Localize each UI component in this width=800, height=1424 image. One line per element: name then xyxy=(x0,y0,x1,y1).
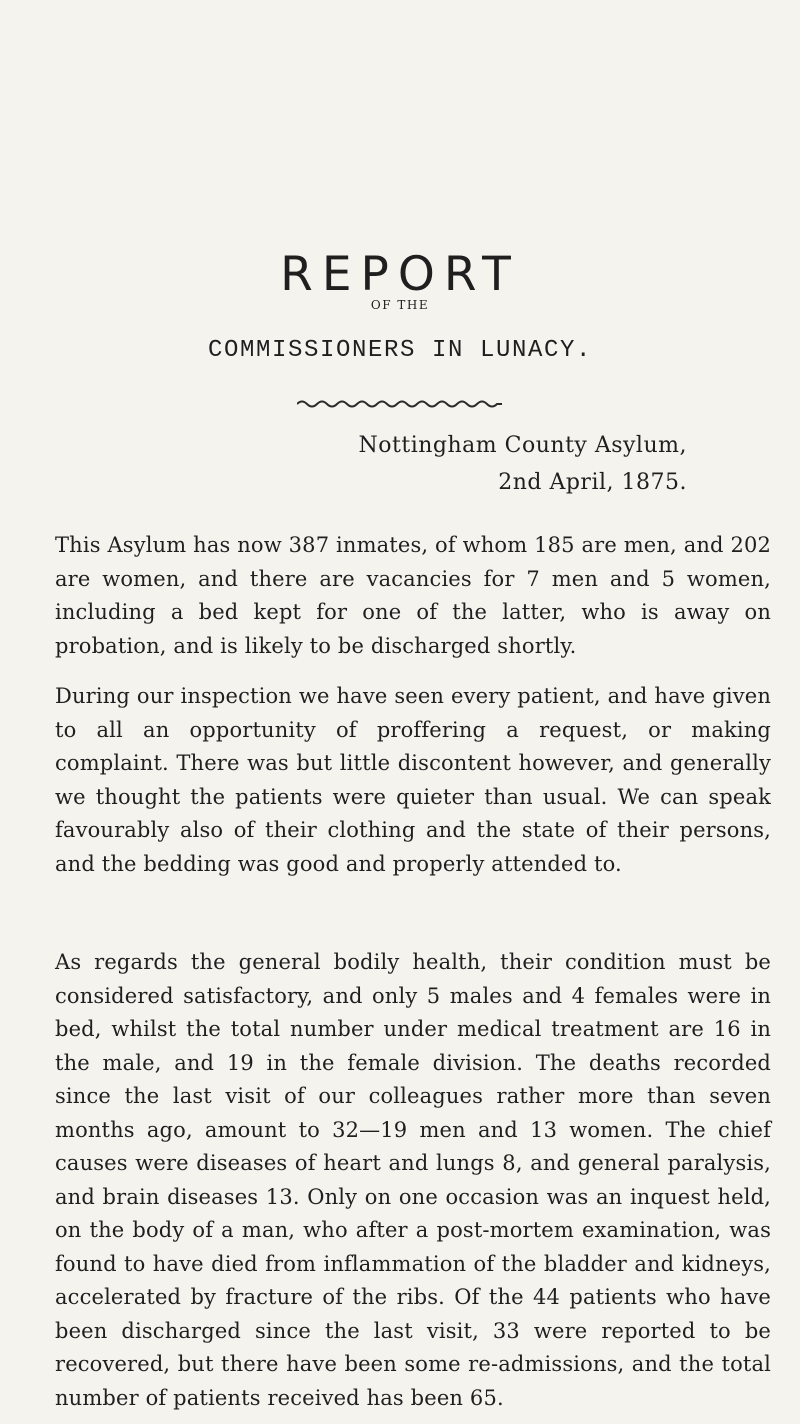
report-title: REPORT xyxy=(280,247,520,302)
paragraph-2: During our inspection we have seen every patient, and have given to all an opportunity of proffering a request, or making complaint. There was but little discontent however, and generally we thought the patients were quieter than usual. We can speak favourably also of their clothing and the state of their persons, and the bedding was good and properly attended to. xyxy=(55,684,771,876)
paragraph-1: This Asylum has now 387 inmates, of whom 185 are men, and 202 are women, and there are vacancies for 7 men and 5 women, including a bed kept for one of the latter, who is away on probation, and is likely to be discharged shortly. xyxy=(55,533,771,658)
decorative-rule xyxy=(297,398,502,410)
report-subtitle: OF THE xyxy=(370,298,430,312)
location-line: Nottingham County Asylum, xyxy=(358,433,687,458)
paragraph-3: As regards the general bodily health, their condition must be considered satisfactory, and only 5 males and 4 females were in bed, whilst the total number under medical treatment are 16 in the male, and 19 in the female division. The deaths recorded since the last visit of our colleagues rather more than seven months ago, amount to 32—19 men and 13 women. The chief causes were diseases of heart and lungs 8, and general paralysis, and brain diseases 13. Only on one occasion was an inquest held, on the body of a man, who after a post-mortem examination, was found to have died from inflammation of the bladder and kidneys, accelerated by fracture of the ribs. Of the 44 patients who have been discharged since the last visit, 33 were reported to be recovered, but there have been some re-admissions, and the total number of patients received has been 65. xyxy=(55,950,771,1410)
commission-heading: COMMISSIONERS IN LUNACY. xyxy=(207,337,593,364)
date-line: 2nd April, 1875. xyxy=(498,470,687,495)
